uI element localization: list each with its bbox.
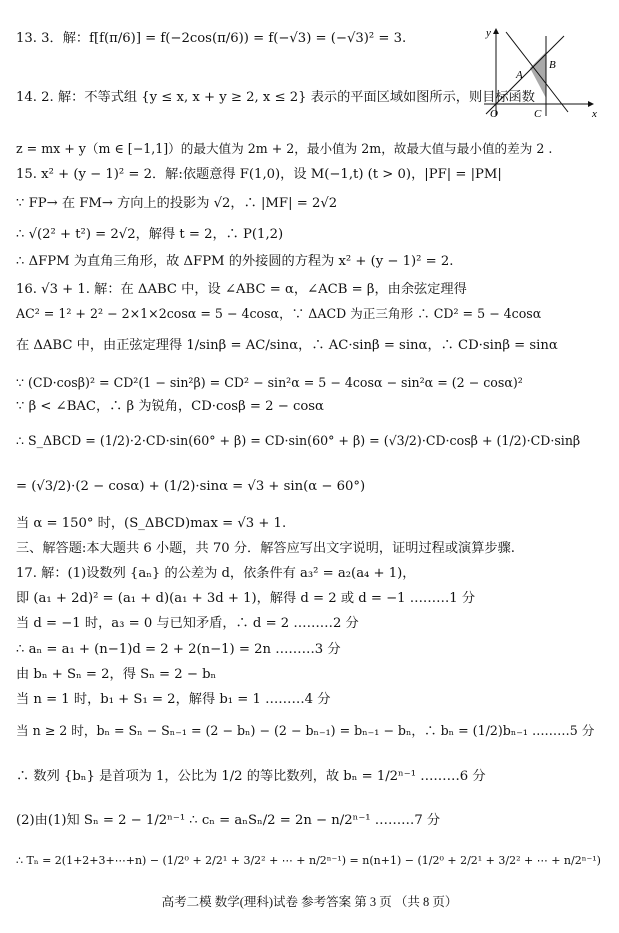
y-arrow (493, 28, 499, 34)
line-q17-solve-d: 即 (a₁ + 2d)² = (a₁ + d)(a₁ + 3d + 1)，解得 d = 2 或 d = −1 ………1 分 (16, 591, 476, 606)
region-figure (476, 22, 606, 122)
line-q17-sn: 由 bₙ + Sₙ = 2，得 Sₙ = 2 − bₙ (16, 667, 217, 682)
line-q15: 15. x² + (y − 1)² = 2．解:依题意得 F(1,0)，设 M(−1,t) (t > 0)，|PF| = |PM| (16, 167, 502, 182)
line-q14: 14. 2. 解：不等式组 {y ≤ x, x + y ≥ 2, x ≤ 2} 表示的平面区域如图所示，则目标函数 (16, 90, 535, 105)
line-q15-proj: ∵ FP→ 在 FM→ 方向上的投影为 √2，∴ |MF| = 2√2 (16, 196, 338, 211)
line-q17-bn: 当 n ≥ 2 时，bₙ = Sₙ − Sₙ₋₁ = (2 − bₙ) − (2 − bₙ₋₁) = bₙ₋₁ − bₙ，∴ bₙ = (1/2)bₙ₋₁ ………5 分 (16, 723, 595, 738)
line-q16-max: 当 α = 150° 时，(S_ΔBCD)max = √3 + 1. (16, 516, 287, 531)
line-y-eq-x (486, 36, 564, 114)
line-q17: 17. 解：(1)设数列 {aₙ} 的公差为 d，依条件有 a₃² = a₂(a₄ + 1)， (16, 566, 416, 581)
line-q16-square: ∵ (CD·cosβ)² = CD²(1 − sin²β) = CD² − sin²α = 5 − 4cosα − sin²α = (2 − cosα)² (16, 375, 523, 390)
section-heading: 三、解答题:本大题共 6 小题，共 70 分．解答应写出文字说明，证明过程或演算步骤. (16, 541, 515, 556)
line-q17-cn: (2)由(1)知 Sₙ = 2 − 1/2ⁿ⁻¹ ∴ cₙ = aₙSₙ/2 = 2n − n/2ⁿ⁻¹ ………7 分 (16, 813, 441, 828)
line-q17-b1: 当 n = 1 时，b₁ + S₁ = 2，解得 b₁ = 1 ………4 分 (16, 692, 331, 707)
line-q15-circle: ∴ ΔFPM 为直角三角形，故 ΔFPM 的外接圆的方程为 x² + (y − 1)² = 2. (16, 254, 454, 269)
x-arrow (588, 101, 594, 107)
line-q17-geometric: ∴ 数列 {bₙ} 是首项为 1，公比为 1/2 的等比数列，故 bₙ = 1/2ⁿ⁻¹ ………6 分 (16, 769, 486, 784)
point-b-label: B (549, 59, 556, 71)
x-axis-label: x (592, 108, 597, 120)
origin-label: O (490, 108, 498, 120)
line-q17-an: ∴ aₙ = a₁ + (n−1)d = 2 + 2(n−1) = 2n ………3 分 (16, 642, 341, 657)
point-c-label: C (534, 108, 542, 120)
line-q16-area: ∴ S_ΔBCD = (1/2)·2·CD·sin(60° + β) = CD·sin(60° + β) = (√3/2)·CD·cosβ + (1/2)·CD·sinβ (16, 433, 581, 448)
line-q16-area-cont: = (√3/2)·(2 − cosα) + (1/2)·sinα = √3 + sin(α − 60°) (16, 479, 366, 494)
line-q17-tn: ∴ Tₙ = 2(1+2+3+⋯+n) − (1/2⁰ + 2/2¹ + 3/2² + ⋯ + n/2ⁿ⁻¹) = n(n+1) − (1/2⁰ + 2/2¹ + 3/2² + ⋯ + n/2ⁿ⁻¹) (16, 854, 601, 867)
line-q16: 16. √3 + 1. 解：在 ΔABC 中，设 ∠ABC = α，∠ACB = β，由余弦定理得 (16, 282, 467, 297)
line-q14-cont: z = mx + y（m ∈ [−1,1]）的最大值为 2m + 2，最小值为 2m，故最大值与最小值的差为 2 . (16, 141, 553, 156)
line-q16-acute: ∵ β < ∠BAC，∴ β 为锐角，CD·cosβ = 2 − cosα (16, 399, 324, 414)
point-a-label: A (516, 69, 523, 81)
line-q16-sine: 在 ΔABC 中，由正弦定理得 1/sinβ = AC/sinα，∴ AC·sinβ = sinα，∴ CD·sinβ = sinα (16, 338, 558, 353)
page-footer: 高考二模 数学(理科)试卷 参考答案 第 3 页 （共 8 页） (161, 895, 458, 909)
line-q17-d2: 当 d = −1 时，a₃ = 0 与已知矛盾，∴ d = 2 ………2 分 (16, 616, 359, 631)
line-q15-solve: ∴ √(2² + t²) = 2√2，解得 t = 2，∴ P(1,2) (16, 227, 284, 242)
y-axis-label: y (486, 27, 491, 39)
shaded-region (530, 52, 546, 98)
line-q13: 13. 3．解：f[f(π/6)] = f(−2cos(π/6)) = f(−√3) = (−√3)² = 3. (16, 31, 407, 46)
line-q16-cosine: AC² = 1² + 2² − 2×1×2cosα = 5 − 4cosα，∵ ΔACD 为正三角形 ∴ CD² = 5 − 4cosα (16, 306, 542, 321)
